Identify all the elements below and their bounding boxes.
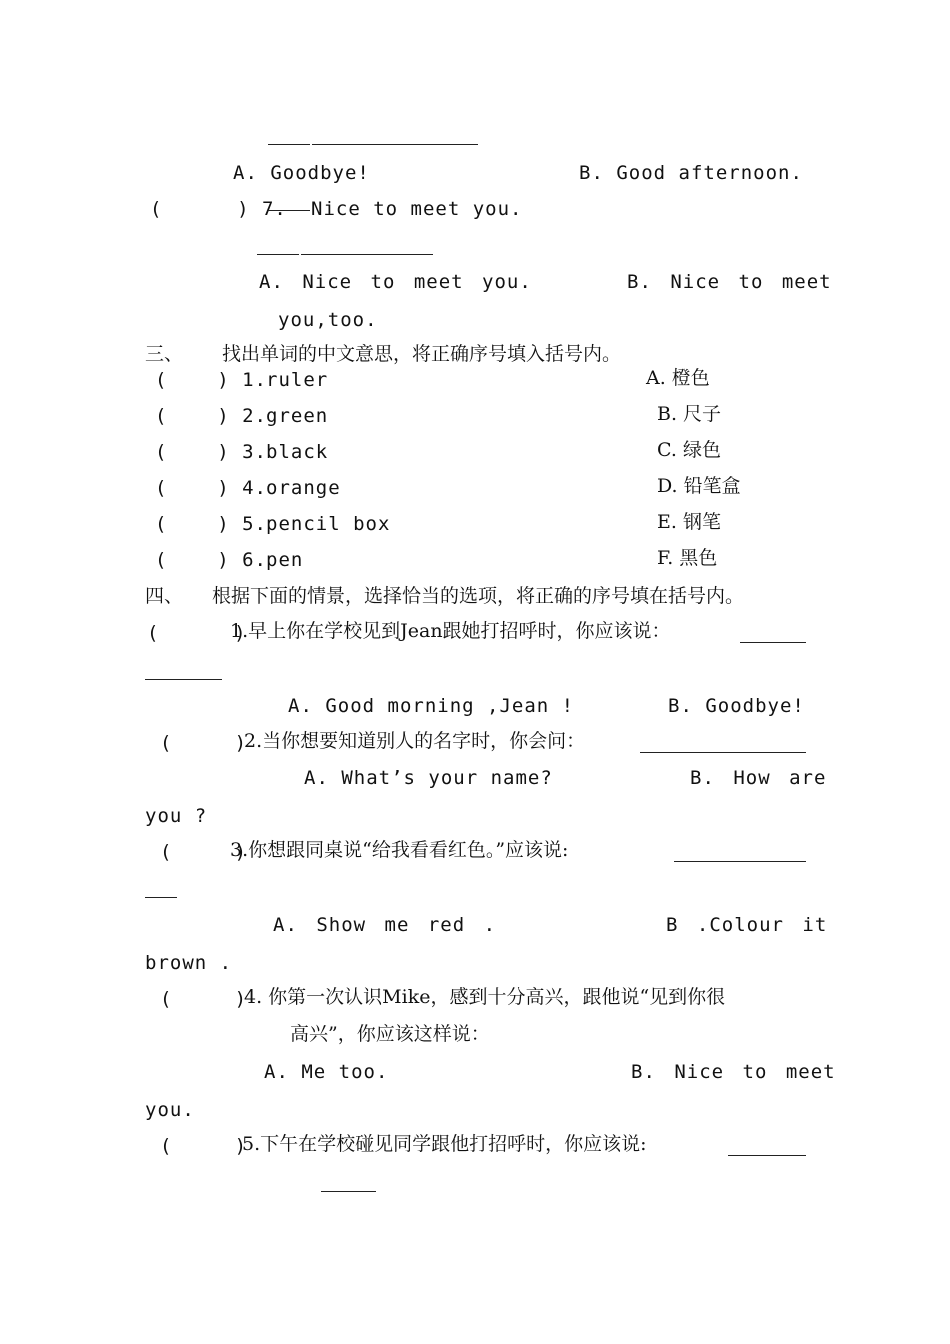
q4-option-a: A. Me too.	[264, 1061, 389, 1083]
part4-heading: 根据下面的情景，选择恰当的选项，将正确的序号填在括号内。	[212, 585, 745, 607]
q4-option-b: B. Nice to meet	[631, 1061, 836, 1083]
q1-question: 1.早上你在学校见到Jean跟她打招呼时，你应该说：	[230, 620, 671, 642]
q5-answer-blank	[728, 1155, 806, 1156]
q7-prompt-dash	[268, 210, 310, 211]
part3-heading: 找出单词的中文意思，将正确序号填入括号内。	[222, 343, 622, 365]
part3-word-5: pencil box	[266, 513, 391, 535]
q1-answer-blank-cont	[145, 679, 222, 680]
q7-answer-blank	[301, 254, 433, 255]
q2-option-b: B. How are	[690, 767, 827, 789]
q7-prompt: Nice to meet you.	[311, 198, 523, 220]
q2-question: 2.当你想要知道别人的名字时，你会问：	[244, 730, 586, 752]
q6-option-b: B. Good afternoon.	[579, 162, 803, 184]
q3-answer-blank	[674, 861, 806, 862]
part3-heading-number: 三、	[145, 343, 184, 365]
q3-option-b: B .Colour it	[666, 914, 828, 936]
q5-answer-blank-cont	[321, 1191, 376, 1192]
q2-option-b-cont: you ?	[145, 805, 208, 827]
part3-word-6: pen	[266, 549, 304, 571]
part3-paren-3: ( ) 3.	[155, 441, 267, 463]
q7-answer-dash	[257, 254, 299, 255]
part3-option-f: F. 黑色	[657, 547, 718, 569]
part3-paren-5: ( ) 5.	[155, 513, 267, 535]
q4-answer-paren: ( )	[160, 988, 248, 1010]
part3-word-3: black	[266, 441, 329, 463]
part3-word-2: green	[266, 405, 329, 427]
answer-blank	[312, 144, 478, 145]
q5-answer-paren: ( )	[160, 1135, 248, 1157]
part4-heading-number: 四、	[145, 585, 184, 607]
q6-option-a: A. Goodbye!	[233, 162, 370, 184]
q4-option-b-cont: you.	[145, 1099, 195, 1121]
q3-question: 3.你想跟同桌说“给我看看红色。”应该说:	[230, 839, 569, 861]
q3-option-a: A. Show me red .	[273, 914, 497, 936]
q1-answer-blank	[740, 642, 806, 643]
q1-option-a: A. Good morning ,Jean !	[288, 695, 575, 717]
part3-option-c: C. 绿色	[657, 439, 721, 461]
part3-paren-4: ( ) 4.	[155, 477, 267, 499]
part3-paren-1: ( ) 1.	[155, 369, 267, 391]
q3-option-b-cont: brown .	[145, 952, 233, 974]
q5-question: 5.下午在学校碰见同学跟他打招呼时，你应该说:	[242, 1133, 647, 1155]
q3-answer-paren: ( )	[160, 841, 248, 863]
q7-option-a: A. Nice to meet you.	[259, 271, 532, 293]
q1-answer-paren: ( )	[147, 622, 247, 644]
q1-option-b: B. Goodbye!	[668, 695, 805, 717]
part3-paren-6: ( ) 6.	[155, 549, 267, 571]
part3-option-e: E. 钢笔	[657, 511, 721, 533]
part3-paren-2: ( ) 2.	[155, 405, 267, 427]
q2-answer-blank	[640, 752, 806, 753]
part3-option-d: D. 铅笔盒	[657, 475, 741, 497]
q7-option-b: B. Nice to meet	[627, 271, 832, 293]
q7-option-b-cont: you,too.	[278, 309, 378, 331]
part3-option-a: A. 橙色	[646, 367, 710, 389]
q3-answer-blank-cont	[145, 897, 177, 898]
part3-word-4: orange	[266, 477, 341, 499]
q4-question: 4. 你第一次认识Mike，感到十分高兴，跟他说“见到你很	[244, 986, 726, 1008]
part3-word-1: ruler	[266, 369, 329, 391]
answer-dash	[268, 144, 310, 145]
part3-option-b: B. 尺子	[657, 403, 722, 425]
q7-answer-paren: ( ) 7.	[150, 198, 287, 220]
q2-answer-paren: ( )	[160, 732, 248, 754]
q4-question-cont: 高兴”，你应该这样说：	[290, 1023, 490, 1045]
q2-option-a: A. What’s your name?	[304, 767, 553, 789]
